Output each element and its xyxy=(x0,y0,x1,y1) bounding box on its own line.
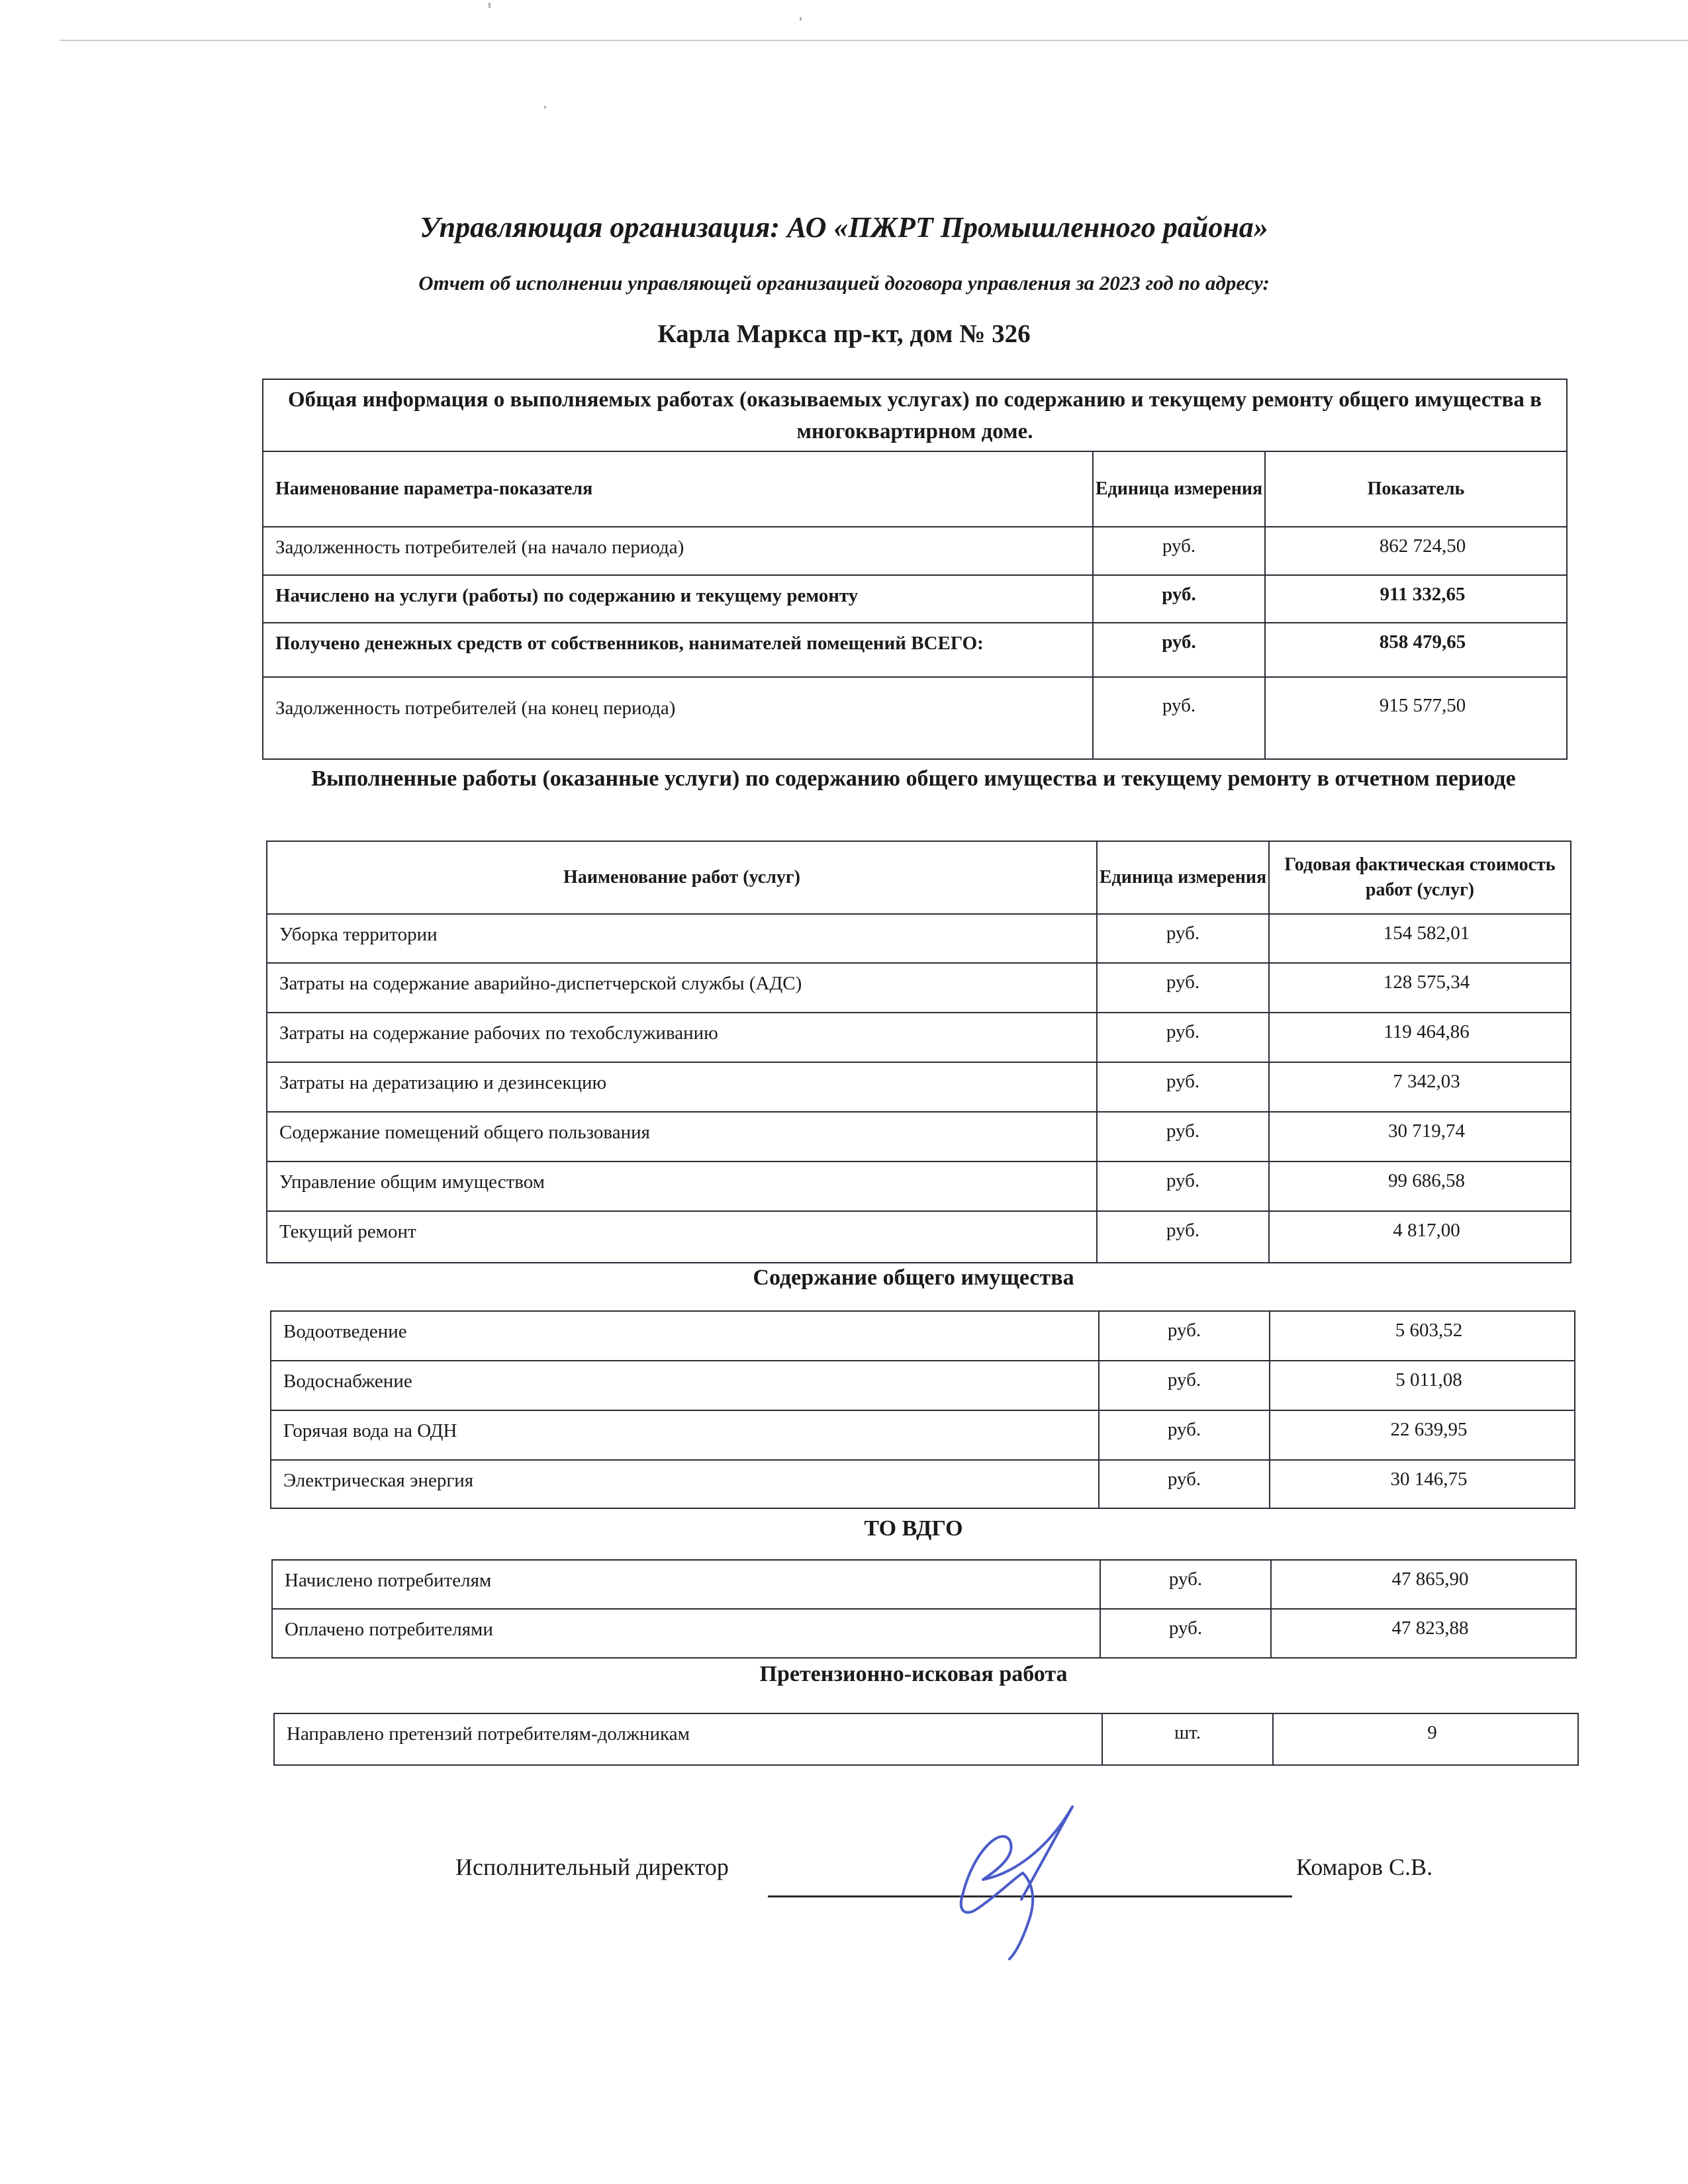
row-name: Задолженность потребителей (на начало периода) xyxy=(263,527,1093,575)
row-value: 5 011,08 xyxy=(1270,1361,1575,1410)
table-row xyxy=(267,963,1571,1013)
row-value: 22 639,95 xyxy=(1270,1410,1575,1460)
row-unit: руб. xyxy=(1099,1410,1270,1460)
column-header-parameter: Наименование параметра-показателя xyxy=(263,451,1093,527)
row-value: 128 575,34 xyxy=(1269,963,1571,1013)
row-name: Уборка территории xyxy=(267,914,1097,963)
scan-speck xyxy=(544,106,546,109)
signer-position: Исполнительный директор xyxy=(455,1854,729,1880)
signature-block xyxy=(0,1853,1688,1946)
row-name: Начислено потребителям xyxy=(272,1560,1100,1609)
row-value: 47 865,90 xyxy=(1271,1560,1576,1609)
general-info-caption: Общая информация о выполняемых работах (оказываемых услугах) по содержанию и текущему ремонту общего имущества в многоквартирном доме. xyxy=(263,379,1567,451)
works-table xyxy=(266,841,1571,1263)
row-unit: руб. xyxy=(1100,1609,1271,1658)
table-row xyxy=(271,1311,1575,1361)
row-name: Получено денежных средств от собственников, нанимателей помещений ВСЕГО: xyxy=(263,623,1093,677)
row-value: 47 823,88 xyxy=(1271,1609,1576,1658)
row-value: 7 342,03 xyxy=(1269,1062,1571,1112)
row-name: Водоотведение xyxy=(271,1311,1099,1361)
table-row xyxy=(267,1013,1571,1062)
column-header-annual-cost: Годовая фактическая стоимость работ (услуг) xyxy=(1269,841,1571,914)
table-row xyxy=(272,1609,1576,1658)
row-unit: руб. xyxy=(1097,1161,1269,1211)
row-unit: руб. xyxy=(1097,914,1269,963)
handwritten-signature-icon xyxy=(937,1800,1109,1972)
table-row xyxy=(267,914,1571,963)
row-value: 862 724,50 xyxy=(1265,527,1567,575)
table-row xyxy=(263,623,1567,677)
row-value: 30 146,75 xyxy=(1270,1460,1575,1508)
table-row xyxy=(272,1560,1576,1609)
scan-speck xyxy=(800,17,802,21)
row-name: Текущий ремонт xyxy=(267,1211,1097,1263)
vdgo-heading: ТО ВДГО xyxy=(864,1516,963,1541)
table-row xyxy=(267,1211,1571,1263)
row-value: 30 719,74 xyxy=(1269,1112,1571,1161)
table-row xyxy=(267,1062,1571,1112)
scan-speck xyxy=(489,3,491,8)
row-unit: руб. xyxy=(1097,1112,1269,1161)
table-row xyxy=(271,1361,1575,1410)
row-name: Управление общим имуществом xyxy=(267,1161,1097,1211)
row-value: 119 464,86 xyxy=(1269,1013,1571,1062)
row-value: 858 479,65 xyxy=(1265,623,1567,677)
row-unit: шт. xyxy=(1102,1713,1273,1765)
claims-table xyxy=(273,1713,1579,1766)
table-row xyxy=(263,527,1567,575)
row-unit: руб. xyxy=(1099,1361,1270,1410)
common-property-heading: Содержание общего имущества xyxy=(753,1265,1074,1290)
column-header-work-name: Наименование работ (услуг) xyxy=(267,841,1097,914)
row-unit: руб. xyxy=(1099,1460,1270,1508)
row-unit: руб. xyxy=(1093,677,1265,759)
row-name: Водоснабжение xyxy=(271,1361,1099,1410)
row-value: 99 686,58 xyxy=(1269,1161,1571,1211)
row-name: Электрическая энергия xyxy=(271,1460,1099,1508)
general-info-table xyxy=(262,379,1568,760)
row-name: Затраты на содержание рабочих по техобслуживанию xyxy=(267,1013,1097,1062)
row-name: Затраты на дератизацию и дезинсекцию xyxy=(267,1062,1097,1112)
signer-name: Комаров С.В. xyxy=(1296,1854,1433,1880)
row-unit: руб. xyxy=(1093,623,1265,677)
report-subtitle: Отчет об исполнении управляющей организацией договора управления за 2023 год по адресу: xyxy=(418,271,1270,295)
table-row xyxy=(271,1410,1575,1460)
building-address: Карла Маркса пр-кт, дом № 326 xyxy=(657,320,1031,348)
row-name: Задолженность потребителей (на конец периода) xyxy=(263,677,1093,759)
row-value: 5 603,52 xyxy=(1270,1311,1575,1361)
row-unit: руб. xyxy=(1100,1560,1271,1609)
column-header-unit: Единица измерения xyxy=(1097,841,1269,914)
row-unit: руб. xyxy=(1097,963,1269,1013)
organization-title: Управляющая организация: АО «ПЖРТ Промышленного района» xyxy=(420,211,1268,244)
table-row xyxy=(267,1112,1571,1161)
row-name: Горячая вода на ОДН xyxy=(271,1410,1099,1460)
row-value: 4 817,00 xyxy=(1269,1211,1571,1263)
row-name: Содержание помещений общего пользования xyxy=(267,1112,1097,1161)
table-row xyxy=(271,1460,1575,1508)
row-name: Затраты на содержание аварийно-диспетчерской службы (АДС) xyxy=(267,963,1097,1013)
row-unit: руб. xyxy=(1097,1013,1269,1062)
row-value: 911 332,65 xyxy=(1265,575,1567,623)
claims-heading: Претензионно-исковая работа xyxy=(759,1662,1068,1686)
column-header-unit: Единица измерения xyxy=(1093,451,1265,527)
row-value: 915 577,50 xyxy=(1265,677,1567,759)
row-unit: руб. xyxy=(1097,1211,1269,1263)
row-value: 9 xyxy=(1273,1713,1578,1765)
table-row xyxy=(263,575,1567,623)
scan-artifact-rule xyxy=(60,40,1688,41)
row-unit: руб. xyxy=(1093,527,1265,575)
column-header-value: Показатель xyxy=(1265,451,1567,527)
row-name: Оплачено потребителями xyxy=(272,1609,1100,1658)
table-row xyxy=(267,1161,1571,1211)
row-unit: руб. xyxy=(1099,1311,1270,1361)
row-unit: руб. xyxy=(1097,1062,1269,1112)
table-row xyxy=(274,1713,1578,1765)
vdgo-table xyxy=(271,1559,1577,1659)
row-name: Начислено на услуги (работы) по содержанию и текущему ремонту xyxy=(263,575,1093,623)
common-property-table xyxy=(270,1310,1575,1509)
table-row xyxy=(263,677,1567,759)
row-value: 154 582,01 xyxy=(1269,914,1571,963)
row-name: Направлено претензий потребителям-должникам xyxy=(274,1713,1102,1765)
works-heading: Выполненные работы (оказанные услуги) по содержанию общего имущества и текущему ремонту в отчетном периоде xyxy=(311,766,1516,791)
row-unit: руб. xyxy=(1093,575,1265,623)
